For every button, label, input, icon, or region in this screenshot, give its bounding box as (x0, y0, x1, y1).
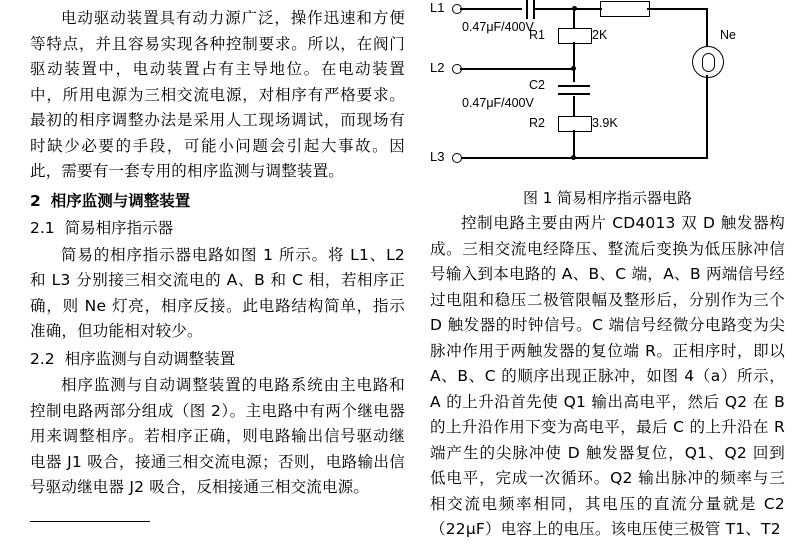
resistor-r2 (558, 116, 592, 132)
left-column (30, 6, 405, 502)
wire-c1-to-node1 (534, 8, 574, 10)
wire-lamp-bottom-lead (706, 75, 708, 158)
paragraph-section-21: 简易的相序指示器电路如图 1 所示。将 L1、L2 和 L3 分别接三相交流电的 A、B 和 C 相，若相序正确，则 Ne 灯亮，相序反接。此电路结构简单，指示准确，但功能相对较少。 (30, 245, 405, 340)
footer-rule (30, 521, 150, 522)
section-title-22: 相序监测与自动调整装置 (64, 349, 236, 368)
lamp-ne (692, 46, 724, 78)
label-c2-name: C2 (529, 78, 545, 92)
paragraph-right-1: 控制电路主要由两片 CD4013 双 D 触发器构成。三相交流电经降压、整流后变换为低压脉冲信号输入到本电路的 A、B、C 端，A、B 两端信号经过电阻和稳压二极管限幅及整形后，分别作为三个 D 触发器的时钟信号。C 端信号经微分电路变为尖脉冲作用于两触发器的复位端 R。正相序时，即以 A、B、C 的顺序出现正脉冲，如图 4（a）所示，A 的上升沿首先使 Q1 输出高电平，然后 Q2 在 B 的上升沿作用下变为高电平，最后 C 的上升沿在 R 端产生的尖脉冲使 D 触发器复位，Q1、Q2 回到低电平，完成一次循环。Q2 输出脉冲的频率与三相交流电频率相同，其电压的直流分量就是 C2（22μF）电容上的电压。该电压使三极管 T1、T2 (430, 214, 785, 538)
paragraph-section-22: 相序监测与自动调整装置的电路系统由主电路和控制电路两部分组成（图 2）。主电路中有两个继电器用来调整相序。若相序正确，则电路输出信号驱动继电器 J1 吸合，接通三相交流电源；否则，电路输出信号驱动继电器 J2 吸合，反相接通三相交流电源。 (30, 376, 405, 496)
section-number-2: 2 (30, 191, 41, 210)
capacitor-c1 (522, 0, 538, 19)
wire-node1-to-r3 (574, 8, 602, 10)
wire-l2-to-node2 (460, 68, 574, 70)
resistor-r3 (600, 1, 650, 17)
wire-r1-to-node2 (573, 42, 575, 68)
label-c2-value: 0.47μF/400V (462, 96, 534, 110)
wire-r2-to-bottom-rail (573, 130, 575, 158)
section-heading-21 (30, 216, 405, 242)
terminal-node-l3 (452, 153, 462, 163)
section-title-2: 相序监测与调整装置 (50, 191, 191, 210)
right-column (430, 0, 785, 544)
wire-c2-to-r2 (573, 96, 575, 116)
wire-node2-to-c2 (573, 68, 575, 82)
label-ne: Ne (720, 28, 736, 42)
wire-bottom-rail (460, 157, 708, 159)
label-c1-value: 0.47μF/400V (462, 20, 534, 34)
section-number-22: 2.2 (30, 349, 55, 368)
section-heading-2 (30, 189, 405, 215)
wire-r3-to-lamp-top (647, 8, 707, 10)
label-r1-value: 2K (592, 28, 608, 42)
node-dot-bottom (571, 155, 576, 160)
wire-l1-to-c1 (460, 8, 522, 10)
label-r2-value: 3.9K (592, 116, 618, 130)
figure-circuit-diagram (430, 0, 785, 181)
section-number-21: 2.1 (30, 219, 55, 237)
terminal-label-l2: L2 (430, 60, 445, 75)
wire-node1-to-r1 (573, 8, 575, 28)
terminal-label-l3: L3 (430, 149, 445, 164)
resistor-r1 (558, 28, 592, 44)
paragraph-intro: 电动驱动装置具有动力源广泛，操作迅速和方便等特点，并且容易实现各种控制要求。所以，在阀门驱动装置中，电动装置占有主导地位。在电动装置中，所用电源为三相交流电源，对相序有严格要求。最初的相序调整办法是采用人工现场调试，而现场有时缺少必要的手段，可能小问题会引起大事故。因此，需要有一套专用的相序监测与调整装置。 (30, 9, 405, 180)
wire-lamp-top-lead (706, 8, 708, 46)
section-heading-22 (30, 347, 405, 373)
section-title-21: 简易相序指示器 (64, 219, 174, 237)
label-r2-name: R2 (529, 116, 545, 130)
lamp-filament-icon (702, 53, 715, 72)
label-r1-name: R1 (529, 28, 545, 42)
terminal-label-l1: L1 (430, 0, 445, 15)
figure-caption: 图 1 简易相序指示器电路 (522, 189, 693, 207)
